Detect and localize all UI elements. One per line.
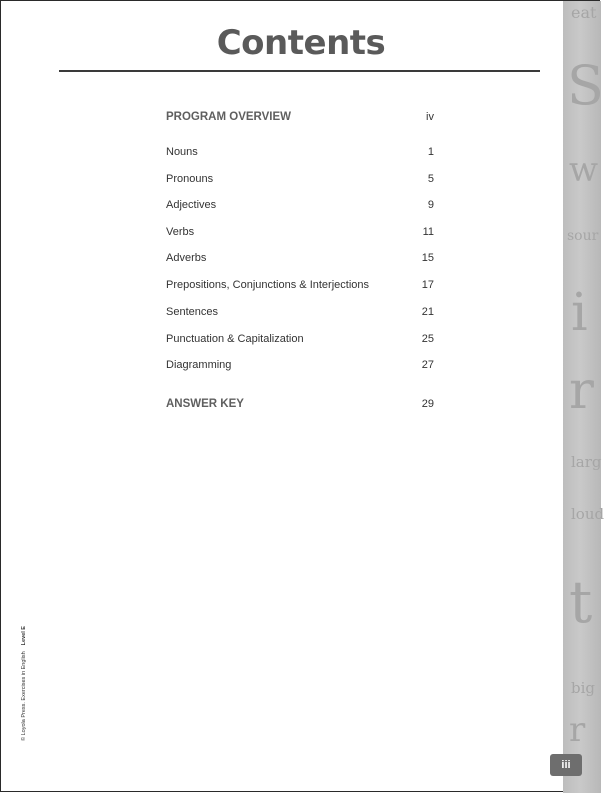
toc-entry-label: Punctuation & Capitalization [166, 333, 304, 345]
toc-entry-diagramming[interactable] [166, 359, 436, 375]
toc-entry-verbs[interactable] [166, 226, 436, 242]
toc-entry-page: 25 [421, 333, 434, 345]
toc-entry-page: 5 [427, 173, 434, 185]
side-word: sour [567, 228, 599, 244]
toc-entry-label: Sentences [166, 306, 218, 318]
toc-entry-sentences[interactable] [166, 306, 436, 322]
side-word: big [571, 679, 596, 697]
side-word: S [567, 54, 604, 117]
credit-publisher: © Loyola Press. Exercises in English [21, 651, 27, 741]
toc-entry-label: Adjectives [166, 199, 217, 211]
side-word: eat [571, 3, 597, 22]
toc-entry-label: Prepositions, Conjunctions & Interjections [166, 279, 369, 291]
toc-entry-page: 15 [421, 252, 434, 264]
toc-entry-program-overview[interactable] [166, 111, 436, 127]
side-word: t [569, 568, 593, 636]
side-word: loud [571, 505, 604, 523]
side-word: w [569, 150, 599, 190]
toc-entry-label: PROGRAM OVERVIEW [166, 111, 292, 123]
toc-entry-page: 17 [421, 279, 434, 291]
toc-entry-pronouns[interactable] [166, 173, 436, 189]
page-title: Contents [216, 23, 386, 63]
toc-entry-page: 9 [427, 199, 434, 211]
toc-entry-page: 1 [427, 146, 434, 158]
side-word: r [569, 361, 594, 421]
toc-entry-prepositions[interactable] [166, 279, 436, 295]
side-word: i [571, 283, 588, 343]
toc-entry-nouns[interactable] [166, 146, 436, 162]
toc-entry-label: Verbs [166, 226, 195, 238]
copyright-credit [21, 626, 27, 741]
toc-entry-page: 11 [422, 226, 434, 238]
side-word: larg [571, 453, 602, 471]
toc-entry-page: iv [426, 111, 434, 123]
page-number-badge: iii [550, 754, 582, 776]
toc-entry-page: 27 [421, 359, 434, 371]
toc-entry-answer-key[interactable] [166, 398, 436, 414]
toc-entry-label: Adverbs [166, 252, 207, 264]
title-rule [59, 70, 540, 72]
toc-entry-page: 29 [421, 398, 434, 410]
decorative-side-strip [563, 1, 604, 793]
toc-entry-label: Pronouns [166, 173, 214, 185]
credit-level: Level E [21, 626, 27, 646]
toc-entry-label: Nouns [166, 146, 198, 158]
toc-entry-punctuation[interactable] [166, 333, 436, 349]
toc-entry-label: ANSWER KEY [166, 398, 244, 410]
toc-entry-adverbs[interactable] [166, 252, 436, 268]
toc-entry-adjectives[interactable] [166, 199, 436, 215]
side-word: r [569, 710, 586, 750]
toc-entry-label: Diagramming [166, 359, 232, 371]
toc-entry-page: 21 [421, 306, 434, 318]
